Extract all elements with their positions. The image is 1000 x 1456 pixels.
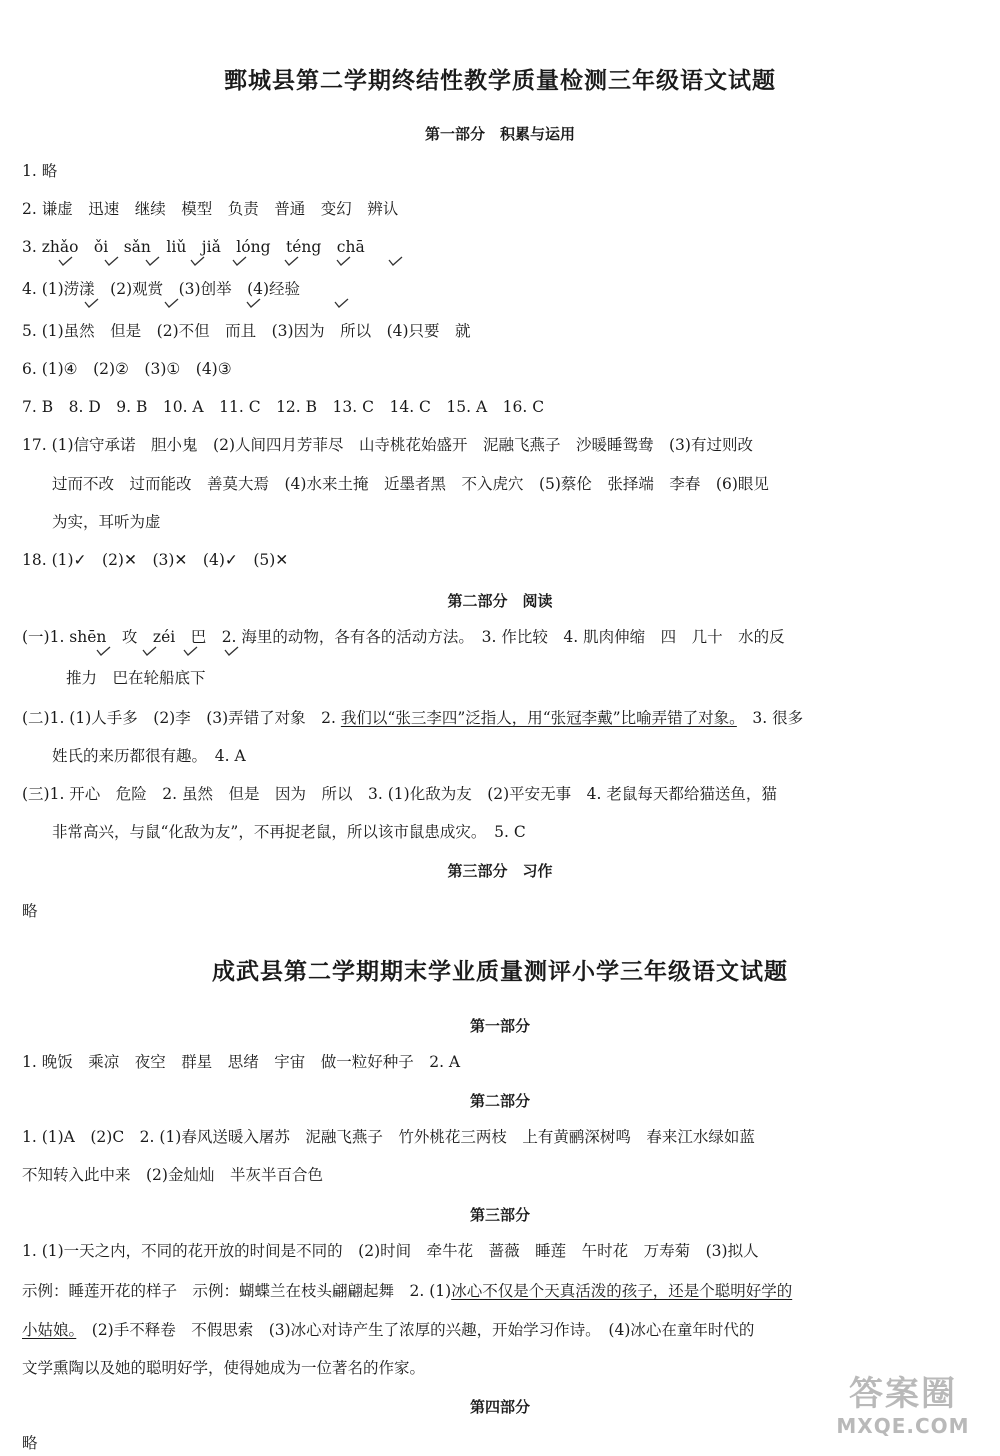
doc1-reading3-line2: 非常高兴，与鼠“化敌为友”，不再捉老鼠，所以该市鼠患成灾。 5. C	[52, 823, 526, 841]
doc1-q17-line2: 过而不改 过而能改 善莫大焉 (4)水来土掩 近墨者黑 不入虎穴 (5)蔡伦 张择端 李春 (6)眼见	[52, 475, 769, 493]
doc1-q2: 2. 谦虚 迅速 继续 模型 负责 普通 变幻 辨认	[22, 200, 399, 218]
doc2-title: 成武县第二学期期末学业质量测评小学三年级语文试题	[212, 959, 788, 985]
check-mark-icon	[232, 256, 247, 266]
doc1-q5: 5. (1)虽然 但是 (2)不但 而且 (3)因为 所以 (4)只要 就	[22, 322, 471, 340]
doc1-reading3-line1: (三)1. 开心 危险 2. 虽然 但是 因为 所以 3. (1)化敌为友 (2)平安无事 4. 老鼠每天都给猫送鱼，猫	[22, 785, 777, 803]
check-mark-icon	[104, 256, 119, 266]
doc2-part3-heading: 第三部分	[469, 1206, 530, 1224]
check-mark-icon	[96, 646, 111, 656]
doc1-q3: 3. zhǎo ǒi sǎn liǔ jiǎ lóng téng chā	[22, 238, 365, 256]
doc2-part4-heading: 第四部分	[469, 1398, 530, 1416]
doc1-q4: 4. (1)涝漾 (2)观赏 (3)创举 (4)经验	[22, 280, 301, 298]
doc2-part2-line2: 不知转入此中来 (2)金灿灿 半灰半百合色	[22, 1166, 323, 1184]
check-mark-icon	[58, 256, 73, 266]
check-mark-icon	[284, 256, 299, 266]
doc1-q18: 18. (1)✓ (2)✕ (3)✕ (4)✓ (5)✕	[22, 551, 289, 569]
check-mark-icon	[336, 256, 351, 266]
doc1-q1: 1. 略	[22, 162, 58, 180]
doc1-q7-16: 7. B 8. D 9. B 10. A 11. C 12. B 13. C 14. C 15. A 16. C	[22, 398, 545, 416]
doc1-reading1-line1: (一)1. shēn 攻 zéi 巴 2. 海里的动物，各有各的活动方法。 3. 作比较 4. 肌肉伸缩 四 几十 水的反	[22, 628, 785, 646]
check-mark-icon	[190, 256, 205, 266]
doc2-part3-line4: 文学熏陶以及她的聪明好学，使得她成为一位著名的作家。	[22, 1359, 426, 1377]
check-mark-icon	[142, 646, 157, 656]
doc1-part3-heading: 第三部分 习作	[447, 862, 553, 880]
doc1-reading2-line1	[22, 707, 803, 729]
doc2-part2-line1: 1. (1)A (2)C 2. (1)春风送暖入屠苏 泥融飞燕子 竹外桃花三两枝 上有黄鹂深树鸣 春来江水绿如蓝	[22, 1128, 755, 1146]
doc1-q17-line3: 为实，耳听为虚	[52, 513, 161, 531]
part3-answer-part: (2)手不释卷 不假思索 (3)冰心对诗产生了浓厚的兴趣，开始学习作诗。 (4)冰心在童年时代的	[76, 1321, 755, 1339]
doc1-reading2-line2: 姓氏的来历都很有趣。 4. A	[52, 747, 246, 765]
watermark-bottom-text: MXQE.COM	[836, 1414, 970, 1438]
doc2-part1-text: 1. 晚饭 乘凉 夜空 群星 思绪 宇宙 做一粒好种子 2. A	[22, 1053, 461, 1071]
doc2-part2-heading: 第二部分	[469, 1092, 530, 1110]
doc1-reading1-line2: 推力 巴在轮船底下	[66, 669, 206, 687]
check-mark-icon	[224, 646, 239, 656]
doc2-part3-line2	[22, 1280, 792, 1302]
check-mark-icon	[84, 298, 99, 308]
doc2-part3-line1: 1. (1)一天之内，不同的花开放的时间是不同的 (2)时间 牵牛花 蔷薇 睡莲 午时花 万寿菊 (3)拟人	[22, 1242, 759, 1260]
reading2-answer-part: (二)1. (1)人手多 (2)李 (3)弄错了对象 2.	[22, 709, 341, 727]
part3-underlined-answer-end: 小姑娘。	[22, 1321, 77, 1339]
part3-underlined-answer: 冰心不仅是个天真活泼的孩子，还是个聪明好学的	[451, 1282, 793, 1300]
doc1-q6: 6. (1)④ (2)② (3)① (4)③	[22, 360, 232, 378]
doc1-q17-line1: 17. (1)信守承诺 胆小鬼 (2)人间四月芳菲尽 山寺桃花始盛开 泥融飞燕子 沙暖睡鸳鸯 (3)有过则改	[22, 436, 753, 454]
doc1-part2-heading: 第二部分 阅读	[447, 592, 553, 610]
check-mark-icon	[334, 298, 349, 308]
watermark-logo	[828, 1374, 978, 1444]
watermark-top-text: 答案圈	[849, 1374, 957, 1414]
check-mark-icon	[164, 298, 179, 308]
reading2-underlined-answer: 我们以“张三李四”泛指人，用“张冠李戴”比喻弄错了对象。	[340, 709, 737, 727]
doc1-title: 鄄城县第二学期终结性教学质量检测三年级语文试题	[224, 68, 776, 94]
doc1-part3-text: 略	[22, 902, 38, 920]
reading2-answer-part: 3. 很多	[736, 709, 804, 727]
doc2-part3-line3	[22, 1319, 754, 1341]
doc2-part4-text: 略	[22, 1434, 38, 1452]
part3-answer-part: 示例：睡莲开花的样子 示例：蝴蝶兰在枝头翩翩起舞 2. (1)	[22, 1282, 452, 1300]
doc2-part1-heading: 第一部分	[469, 1017, 530, 1035]
check-mark-icon	[145, 256, 160, 266]
check-mark-icon	[183, 646, 198, 656]
check-mark-icon	[388, 256, 403, 266]
doc1-part1-heading: 第一部分 积累与运用	[424, 125, 575, 143]
check-mark-icon	[246, 298, 261, 308]
